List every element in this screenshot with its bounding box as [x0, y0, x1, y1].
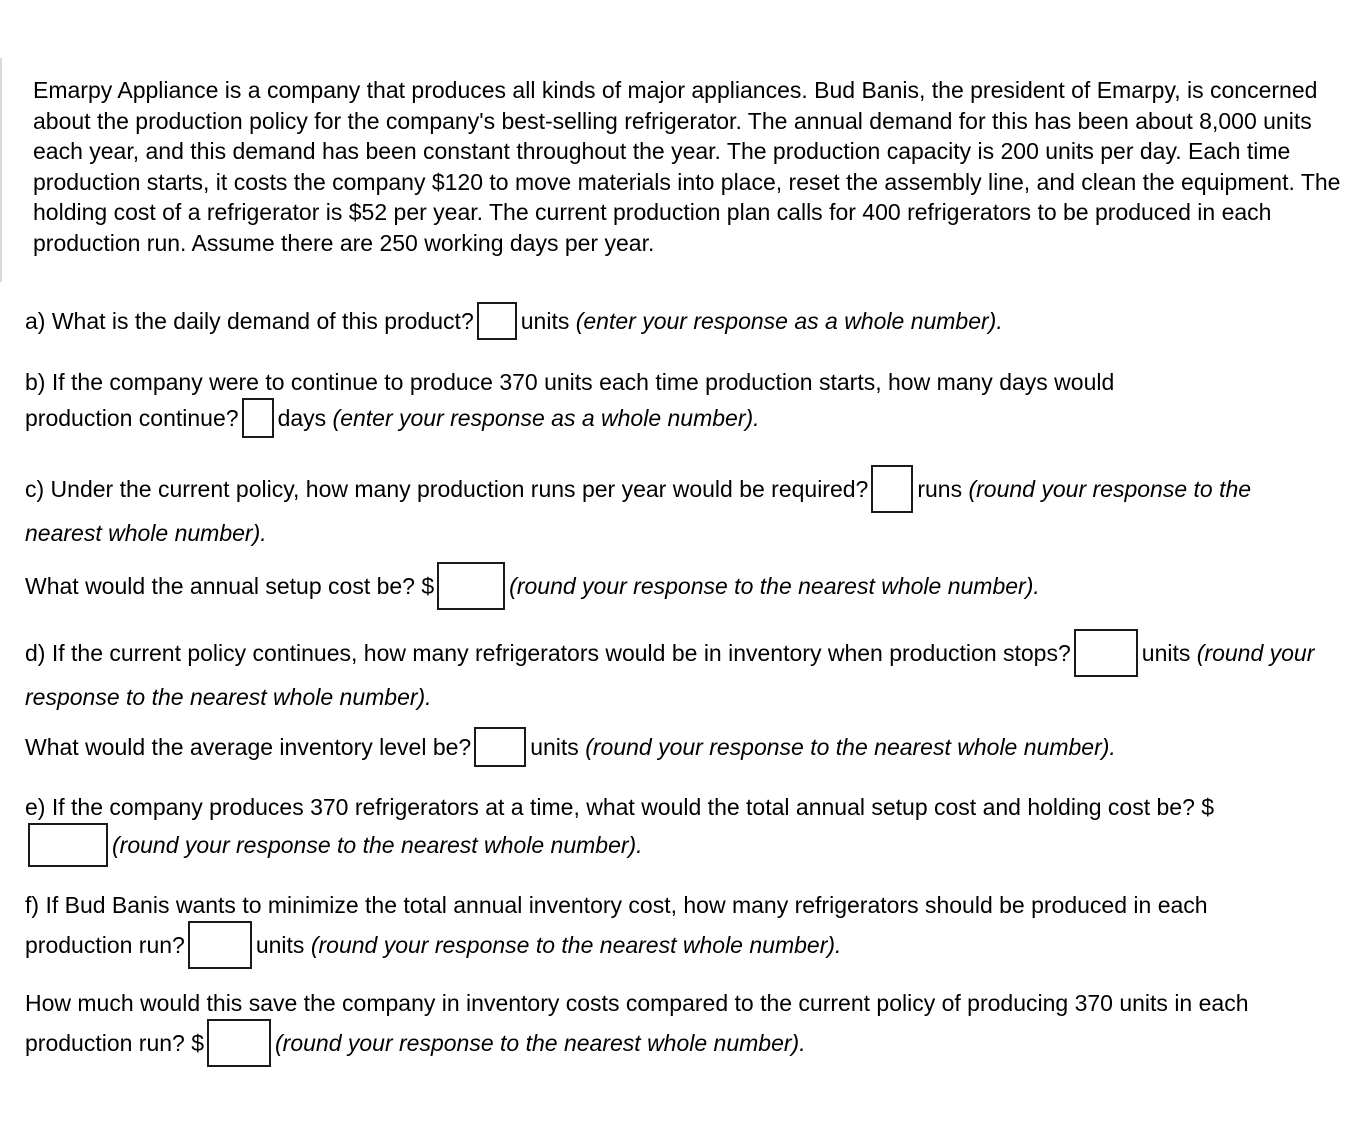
question-d-average: [25, 729, 1340, 769]
answer-a-input[interactable]: [477, 302, 517, 340]
question-a: [25, 303, 1340, 342]
question-c-unit: runs: [917, 476, 963, 503]
question-a-unit: units: [520, 308, 570, 334]
question-b-note: (enter your response as a whole number).: [332, 405, 760, 432]
question-f-unit: units: [255, 932, 305, 959]
question-f-savings: [25, 985, 1350, 1069]
question-d-average-unit: units: [530, 734, 579, 761]
answer-d-average-input[interactable]: [474, 727, 526, 767]
question-d-average-note: (round your response to the nearest whole number).: [585, 734, 1116, 761]
left-border-rule: [0, 58, 2, 282]
question-f-note: (round your response to the nearest whole number).: [310, 932, 842, 959]
question-d-text: d) If the current policy continues, how many refrigerators would be in inventory when production stops?: [25, 640, 1071, 667]
answer-b-input[interactable]: [242, 398, 274, 438]
answer-f-quantity-input[interactable]: [188, 921, 252, 969]
question-c-setup-text: What would the annual setup cost be? $: [25, 573, 435, 600]
answer-d-inventory-input[interactable]: [1074, 629, 1138, 677]
question-b: [25, 364, 1215, 440]
problem-statement: Emarpy Appliance is a company that produces all kinds of major appliances. Bud Banis, the president of Emarpy, is concerned about the production policy for the company's best-selling refrigerator. The annual demand for this has been about 8,000 units each year, and this demand has been constant throughout the year. The production capacity is 200 units per day. Each time production starts, it costs the company $120 to move materials into place, reset the assembly line, and clean the equipment. The holding cost of a refrigerator is $52 per year. The current production plan calls for 400 refrigerators to be produced in each production run. Assume there are 250 working days per year.: [33, 77, 1341, 256]
question-d-unit: units: [1141, 640, 1191, 667]
answer-c-setup-cost-input[interactable]: [437, 562, 505, 610]
question-c-setup-note: (round your response to the nearest whole number).: [509, 573, 1040, 600]
question-a-text: a) What is the daily demand of this product?: [25, 308, 474, 334]
question-b-unit: days: [277, 405, 327, 432]
question-f: [25, 887, 1315, 971]
question-f-text: f) If Bud Banis wants to minimize the total annual inventory cost, how many refrigerators should be produced in each production run?: [25, 892, 1208, 959]
question-e-note: (round your response to the nearest whole number).: [112, 832, 643, 859]
question-c: [25, 467, 1315, 551]
question-d-note: (round your response to the nearest whole number).: [25, 640, 1315, 710]
question-d: [25, 631, 1315, 715]
question-c-text: c) Under the current policy, how many production runs per year would be required?: [25, 476, 869, 503]
question-c-setup: [25, 564, 1340, 612]
question-e-text: e) If the company produces 370 refrigerators at a time, what would the total annual setup cost and holding cost be? $: [25, 794, 1215, 820]
question-f-savings-text: How much would this save the company in inventory costs compared to the current policy of producing 370 units in each production run? $: [25, 990, 1249, 1057]
question-d-average-text: What would the average inventory level be?: [25, 734, 472, 761]
answer-c-runs-input[interactable]: [871, 465, 913, 513]
question-e: [25, 789, 1300, 869]
question-a-note: (enter your response as a whole number).: [575, 308, 1003, 334]
answer-e-total-cost-input[interactable]: [28, 823, 108, 867]
question-c-note: (round your response to the nearest whole number).: [25, 476, 1252, 546]
question-f-savings-note: (round your response to the nearest whole number).: [275, 1030, 806, 1057]
answer-f-savings-input[interactable]: [207, 1019, 271, 1067]
question-b-text: b) If the company were to continue to produce 370 units each time production starts, how many days would production continue?: [25, 369, 1115, 432]
